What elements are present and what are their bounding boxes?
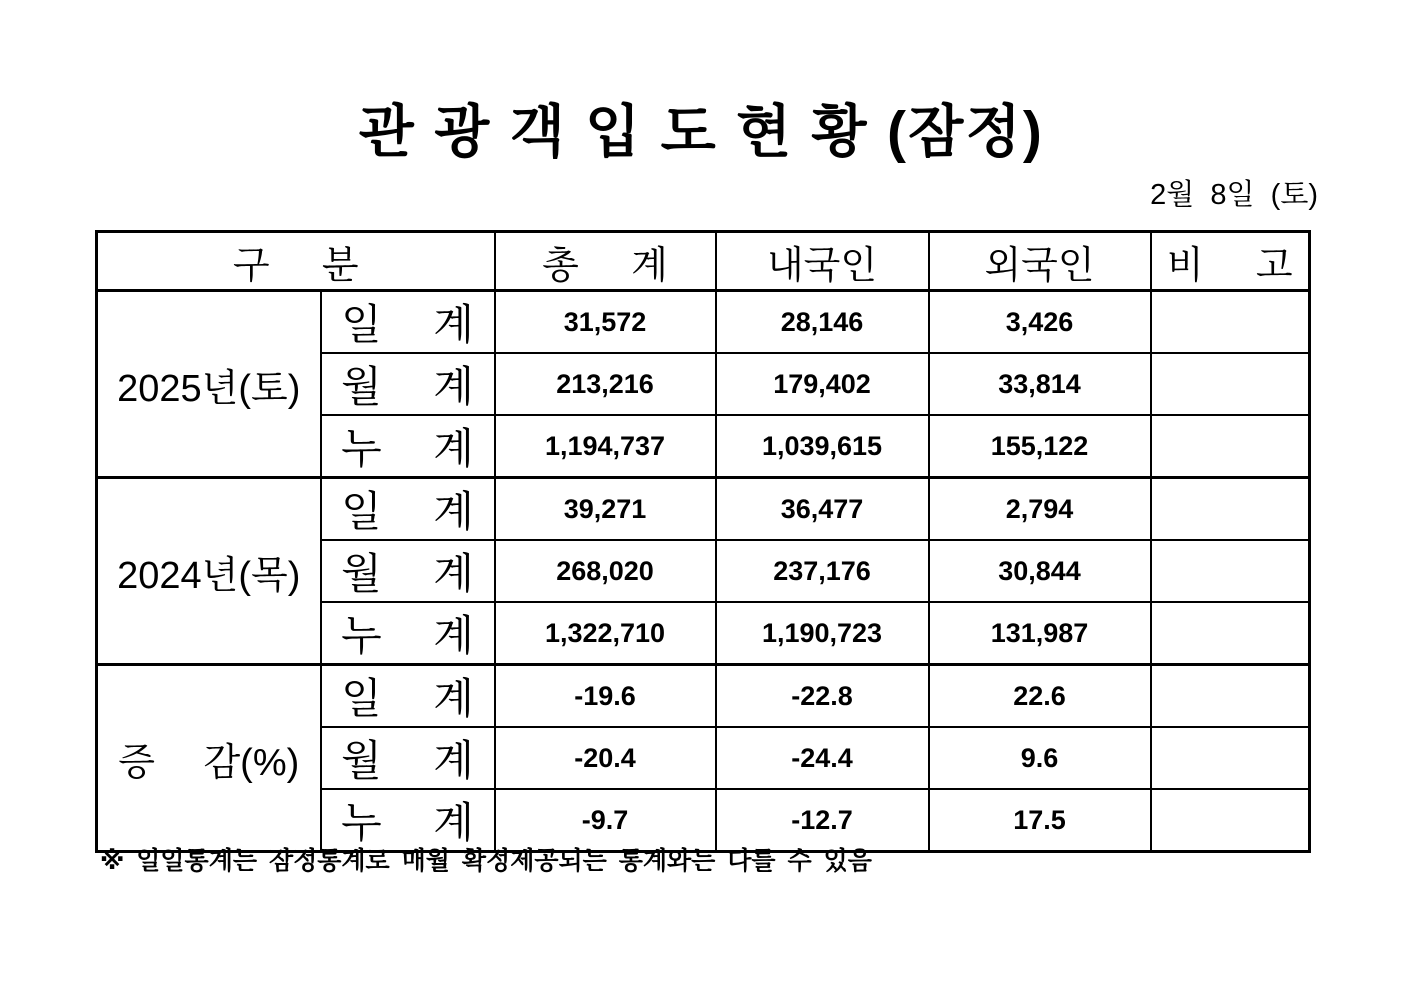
header-foreign: 외국인 xyxy=(929,232,1151,291)
value-total: -19.6 xyxy=(495,665,716,728)
value-foreign: 131,987 xyxy=(929,602,1151,665)
table-row xyxy=(97,665,1310,728)
value-total: 213,216 xyxy=(495,353,716,415)
header-remarks: 비 고 xyxy=(1151,232,1310,291)
table-row xyxy=(97,291,1310,354)
group-label-2024: 2024년(목) xyxy=(97,478,321,665)
table-row xyxy=(97,478,1310,541)
value-remarks xyxy=(1151,727,1310,789)
value-remarks xyxy=(1151,602,1310,665)
value-remarks xyxy=(1151,665,1310,728)
page-title: 관 광 객 입 도 현 황 (잠정) xyxy=(358,100,1045,164)
value-foreign: 30,844 xyxy=(929,540,1151,602)
value-domestic: 179,402 xyxy=(716,353,929,415)
row-label-daily: 일 계 xyxy=(321,291,495,354)
header-total: 총 계 xyxy=(495,232,716,291)
header-domestic: 내국인 xyxy=(716,232,929,291)
value-total: -9.7 xyxy=(495,789,716,852)
tourist-arrivals-table xyxy=(95,230,1311,853)
footnote: ※ 일일통계는 잠정통계로 매월 확정제공되는 통계와는 다를 수 있음 xyxy=(100,847,872,875)
value-remarks xyxy=(1151,789,1310,852)
value-remarks xyxy=(1151,415,1310,478)
value-domestic: 237,176 xyxy=(716,540,929,602)
row-label-daily: 일 계 xyxy=(321,478,495,541)
header-row xyxy=(97,232,1310,291)
row-label-monthly: 월 계 xyxy=(321,727,495,789)
value-foreign: 17.5 xyxy=(929,789,1151,852)
value-total: -20.4 xyxy=(495,727,716,789)
value-total: 31,572 xyxy=(495,291,716,354)
value-remarks xyxy=(1151,540,1310,602)
value-domestic: 1,039,615 xyxy=(716,415,929,478)
row-label-monthly: 월 계 xyxy=(321,540,495,602)
row-label-monthly: 월 계 xyxy=(321,353,495,415)
group-label-2025: 2025년(토) xyxy=(97,291,321,478)
group-label-change: 증 감(%) xyxy=(97,665,321,852)
value-total: 1,322,710 xyxy=(495,602,716,665)
value-domestic: 1,190,723 xyxy=(716,602,929,665)
value-domestic: -22.8 xyxy=(716,665,929,728)
row-label-cumulative: 누 계 xyxy=(321,602,495,665)
value-remarks xyxy=(1151,291,1310,354)
report-date: 2월 8일 (토) xyxy=(1150,179,1318,211)
value-foreign: 33,814 xyxy=(929,353,1151,415)
value-total: 1,194,737 xyxy=(495,415,716,478)
value-domestic: -24.4 xyxy=(716,727,929,789)
value-total: 39,271 xyxy=(495,478,716,541)
row-label-daily: 일 계 xyxy=(321,665,495,728)
value-domestic: -12.7 xyxy=(716,789,929,852)
value-domestic: 36,477 xyxy=(716,478,929,541)
row-label-cumulative: 누 계 xyxy=(321,789,495,852)
value-foreign: 22.6 xyxy=(929,665,1151,728)
value-foreign: 2,794 xyxy=(929,478,1151,541)
header-category: 구 분 xyxy=(97,232,495,291)
value-domestic: 28,146 xyxy=(716,291,929,354)
row-label-cumulative: 누 계 xyxy=(321,415,495,478)
value-remarks xyxy=(1151,478,1310,541)
value-foreign: 9.6 xyxy=(929,727,1151,789)
value-total: 268,020 xyxy=(495,540,716,602)
value-remarks xyxy=(1151,353,1310,415)
value-foreign: 155,122 xyxy=(929,415,1151,478)
value-foreign: 3,426 xyxy=(929,291,1151,354)
